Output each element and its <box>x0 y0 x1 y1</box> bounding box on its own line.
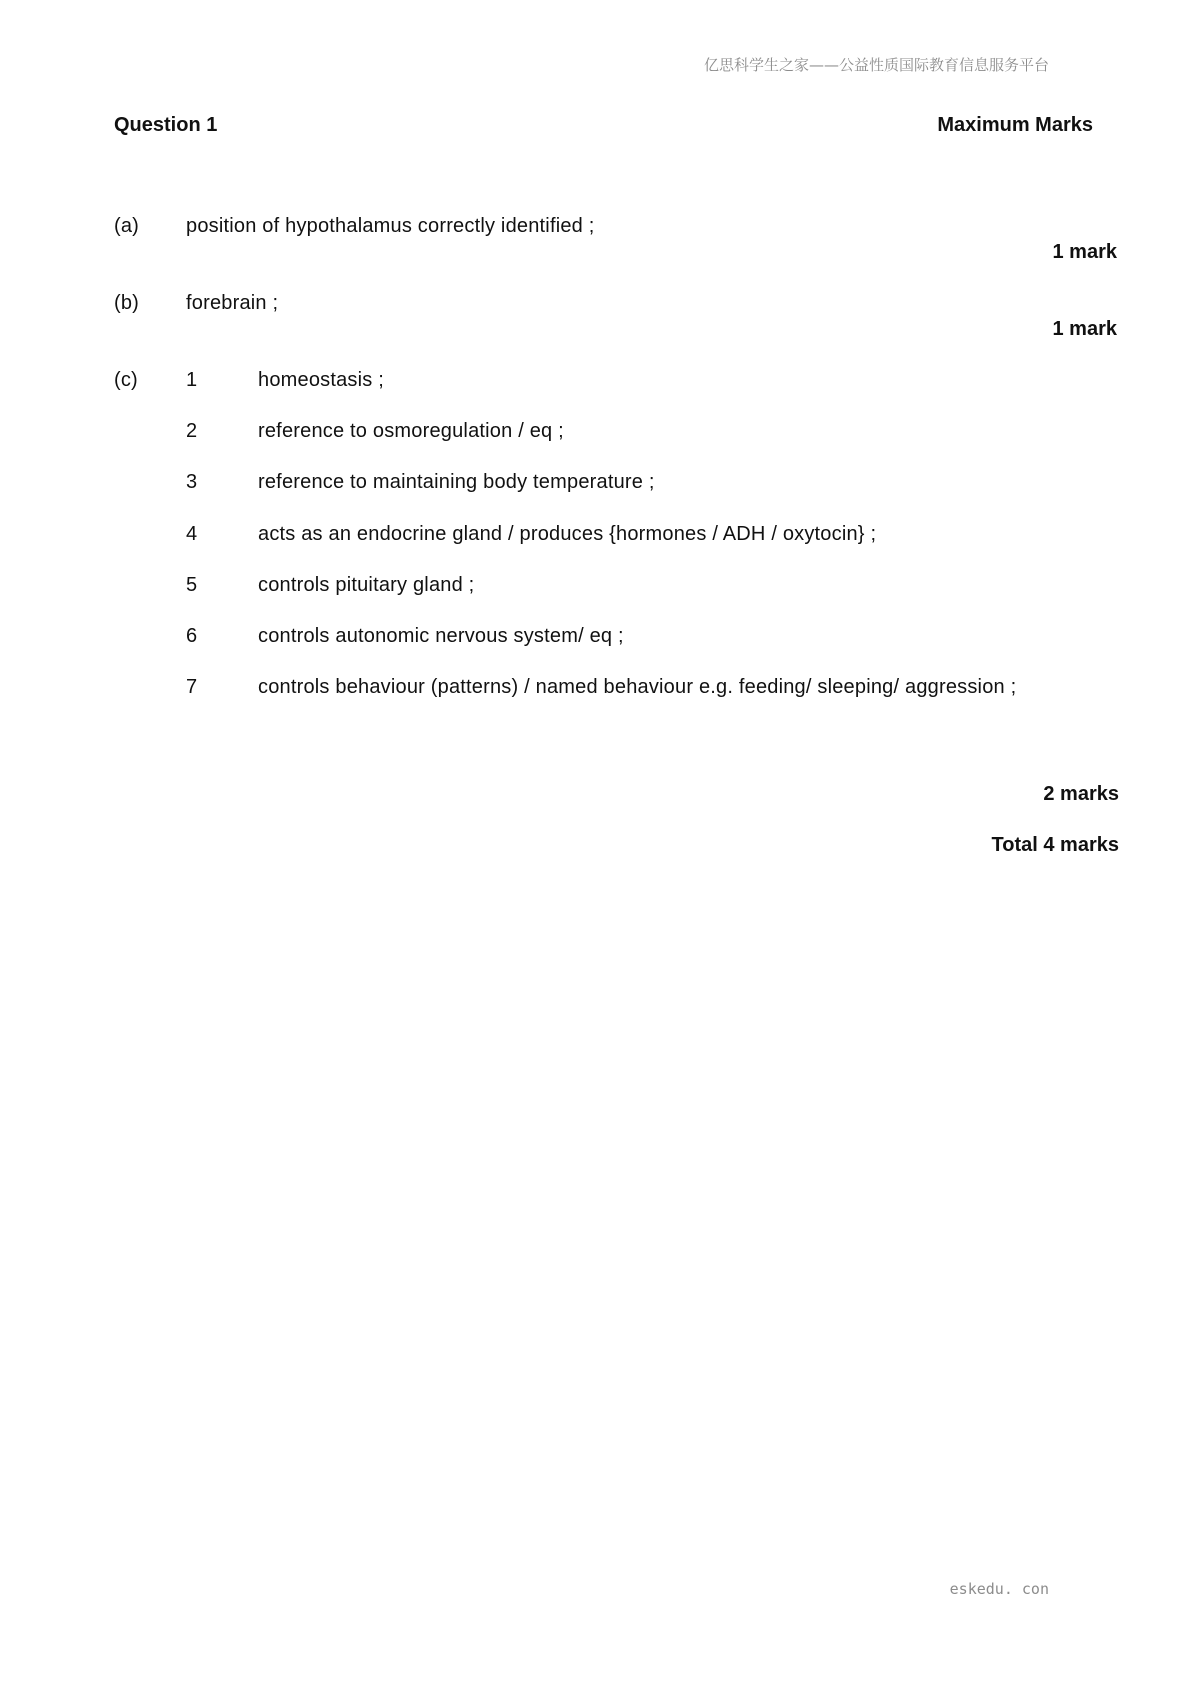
part-c-label: (c) <box>114 369 138 391</box>
point-text: controls pituitary gland ; <box>258 574 475 596</box>
point-text: acts as an endocrine gland / produces {hormones / ADH / oxytocin} ; <box>258 523 877 545</box>
point-text: controls behaviour (patterns) / named behaviour e.g. feeding/ sleeping/ aggression ; <box>258 676 1017 698</box>
footer-watermark: eskedu. con <box>949 1580 1049 1598</box>
point-number: 1 <box>186 369 198 391</box>
part-a-label: (a) <box>114 215 140 237</box>
part-b-text: forebrain ; <box>186 292 279 314</box>
part-c-marks: 2 marks <box>1043 783 1119 805</box>
total-marks: Total 4 marks <box>991 834 1119 856</box>
point-number: 4 <box>186 523 198 545</box>
point-number: 2 <box>186 420 198 442</box>
part-b-marks: 1 mark <box>1052 318 1117 340</box>
point-text: reference to osmoregulation / eq ; <box>258 420 564 442</box>
part-a-marks: 1 mark <box>1052 241 1117 263</box>
point-text: reference to maintaining body temperature ; <box>258 471 655 493</box>
maximum-marks-heading: Maximum Marks <box>937 114 1093 136</box>
point-number: 6 <box>186 625 198 647</box>
question-title: Question 1 <box>114 114 218 136</box>
part-a-text: position of hypothalamus correctly identified ; <box>186 215 595 237</box>
point-number: 7 <box>186 676 198 698</box>
point-text: homeostasis ; <box>258 369 384 391</box>
watermark: 亿思科学生之家——公益性质国际教育信息服务平台 <box>703 56 1049 74</box>
point-text: controls autonomic nervous system/ eq ; <box>258 625 624 647</box>
part-b-label: (b) <box>114 292 140 314</box>
point-number: 3 <box>186 471 198 493</box>
point-number: 5 <box>186 574 198 596</box>
